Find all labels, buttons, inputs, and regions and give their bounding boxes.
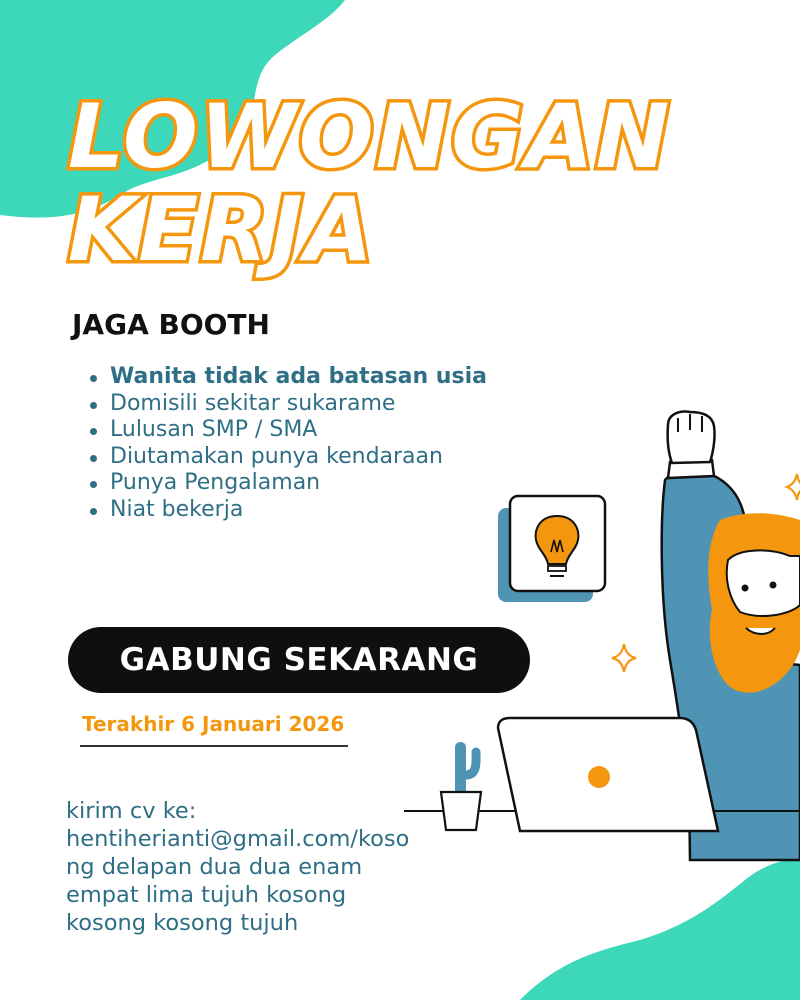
requirement-item: Niat bekerja: [88, 497, 487, 524]
deadline-underline: [80, 745, 348, 747]
contact-line: ng delapan dua dua enam: [66, 854, 363, 880]
laptop-icon: [498, 718, 718, 831]
sparkle-icon: [787, 474, 800, 500]
requirement-item: Wanita tidak ada batasan usia: [88, 364, 487, 391]
requirement-item: Punya Pengalaman: [88, 470, 487, 497]
deadline-text: Terakhir 6 Januari 2026: [82, 712, 345, 736]
contact-line: hentiherianti@gmail.com/koso: [66, 826, 410, 852]
title-line-1: LOWONGAN: [68, 85, 672, 188]
requirement-item: Domisili sekitar sukarame: [88, 391, 487, 418]
teal-blob-bottom: [520, 858, 800, 1000]
contact-line: kosong kosong tujuh: [66, 910, 299, 936]
contact-info: [66, 797, 466, 937]
sparkle-icon: [612, 644, 636, 672]
contact-line: empat lima tujuh kosong: [66, 882, 347, 908]
requirement-item: Diutamakan punya kendaraan: [88, 444, 487, 471]
title-line-2: KERJA: [68, 178, 375, 281]
contact-line: kirim cv ke:: [66, 798, 197, 824]
job-position: JAGA BOOTH: [72, 308, 270, 341]
requirements-list: [88, 364, 487, 524]
requirement-item: Lulusan SMP / SMA: [88, 417, 487, 444]
join-now-button[interactable]: GABUNG SEKARANG: [68, 627, 530, 693]
lightbulb-icon: [498, 496, 605, 602]
